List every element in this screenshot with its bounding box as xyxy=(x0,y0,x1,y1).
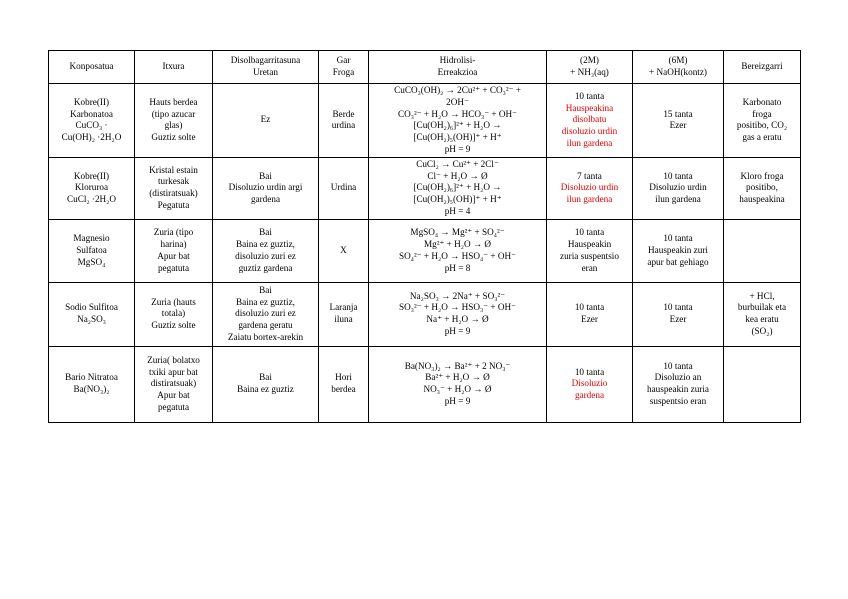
cell-line: apur bat gehiago xyxy=(647,256,709,267)
cell-line: eran xyxy=(581,262,598,273)
cell-line: MgSO₄ → Mg²⁺ + SO₄²⁻ xyxy=(410,227,505,238)
cell-line: txiki apur bat xyxy=(149,366,198,377)
table-row xyxy=(49,346,801,422)
cell-line: distiratsuak) xyxy=(150,378,197,389)
cell-itxura xyxy=(135,346,213,422)
cell-line: Bai xyxy=(259,170,272,181)
cell-nh3 xyxy=(547,346,633,422)
cell-line: NO₃⁻ + H₂O → Ø xyxy=(423,384,492,395)
cell-line: CuCO₃ · xyxy=(75,120,108,131)
cell-line: Bario Nitratoa xyxy=(65,372,118,383)
cell-itxura xyxy=(135,84,213,158)
cell-bereizgarri xyxy=(724,84,801,158)
cell-line: Ba²⁺ + H₂O → Ø xyxy=(425,372,490,383)
cell-line: ilun gardena xyxy=(566,138,613,149)
cell-bereizgarri xyxy=(724,157,801,219)
cell-line: pH = 9 xyxy=(444,396,471,407)
cell-disolbagarritasuna xyxy=(213,282,319,346)
cell-line: kea eratu xyxy=(745,314,779,325)
cell-naoh xyxy=(633,84,724,158)
cell-line: Froga xyxy=(332,67,355,77)
cell-line: (6M) xyxy=(668,55,688,66)
cell-line: Hauts berdea xyxy=(149,96,198,107)
cell-line: Na₂SO₃ xyxy=(77,314,106,325)
cell-line: Baina ez guztiz, xyxy=(236,296,295,307)
cell-line: Itxura xyxy=(162,61,185,72)
cell-hidrolisia xyxy=(369,84,547,158)
header-bereizgarri xyxy=(724,51,801,84)
cell-line: Disoluzio urdin argi xyxy=(228,182,303,193)
cell-line: Zuria( bolatxo xyxy=(147,354,200,365)
cell-komposatua xyxy=(49,84,135,158)
cell-gar xyxy=(319,282,369,346)
cell-disolbagarritasuna xyxy=(213,84,319,158)
header-konposatua xyxy=(49,51,135,84)
cell-line: 10 tanta xyxy=(663,233,693,244)
cell-line: Disoluzio urdin xyxy=(560,182,619,193)
cell-gar xyxy=(319,346,369,422)
cell-line: Sulfatoa xyxy=(76,244,107,255)
cell-line: Ba(NO₃)₂ → Ba²⁺ + 2 NO₃⁻ xyxy=(404,360,511,371)
cell-line: Disoluzio xyxy=(571,378,608,389)
cell-line: glas) xyxy=(164,120,183,131)
cell-line: 10 tanta xyxy=(663,360,693,371)
header-disolbagarritasuna xyxy=(213,51,319,84)
cell-line: Kloruroa xyxy=(74,182,109,193)
cell-naoh xyxy=(633,346,724,422)
cell-naoh xyxy=(633,219,724,282)
cell-line: 10 tanta xyxy=(574,90,605,101)
cell-line: disolbatu xyxy=(572,114,607,125)
cell-line: urdina xyxy=(331,120,356,131)
cell-line: + NH₃(aq) xyxy=(570,67,609,77)
cell-line: Ezer xyxy=(669,120,687,131)
cell-disolbagarritasuna xyxy=(213,157,319,219)
table-row xyxy=(49,84,801,158)
cell-bereizgarri xyxy=(724,219,801,282)
cell-line: Kristal estain xyxy=(149,164,198,175)
cell-line: CuCO₃(OH)₂ → 2Cu²⁺ + CO₃²⁻ + xyxy=(394,85,521,95)
cell-line: 7 tanta xyxy=(577,170,602,181)
cell-line: (2M) xyxy=(580,55,599,66)
cell-line: Hori xyxy=(335,372,352,383)
cell-line: froga xyxy=(752,108,772,119)
cell-disolbagarritasuna xyxy=(213,219,319,282)
cell-line: + NaOH(kontz) xyxy=(649,67,707,77)
cell-komposatua xyxy=(49,219,135,282)
cell-line: Sodio Sulfitoa xyxy=(65,302,118,313)
cell-line: [Cu(OH₂)₆]²⁺ + H₂O → xyxy=(413,120,502,131)
cell-line: Zaiatu bortex-arekin xyxy=(227,331,304,342)
cell-komposatua xyxy=(49,282,135,346)
cell-line: iluna xyxy=(334,314,353,325)
cell-line: Baina ez guztiz xyxy=(237,384,294,395)
cell-line: 15 tanta xyxy=(663,108,693,119)
cell-line: pegatuta xyxy=(157,401,190,412)
cell-line: Karbonatoa xyxy=(70,108,113,119)
cell-line: Bai xyxy=(259,227,272,238)
cell-line: gardena geratu xyxy=(238,320,293,331)
cell-line: Ez xyxy=(260,114,271,125)
cell-nh3 xyxy=(547,157,633,219)
cell-line: berdea xyxy=(331,384,356,395)
cell-line: zuria suspentsio xyxy=(560,250,619,261)
table-row xyxy=(49,282,801,346)
cell-nh3 xyxy=(547,282,633,346)
cell-line: suspentsio eran xyxy=(649,396,707,407)
cell-line: Ba(NO₃)₂ xyxy=(73,384,110,395)
cell-line: 2OH⁻ xyxy=(446,96,469,107)
header-gar-froga xyxy=(319,51,369,84)
cell-line: (SO₂) xyxy=(751,326,773,337)
cell-naoh xyxy=(633,157,724,219)
cell-gar xyxy=(319,157,369,219)
cell-line: Bereizgarri xyxy=(741,61,783,72)
cell-line: Berde xyxy=(332,108,355,119)
cell-line: Hauspeakina xyxy=(565,102,614,113)
cell-bereizgarri xyxy=(724,346,801,422)
cell-line: 10 tanta xyxy=(574,302,605,313)
cell-line: SO₃²⁻ + H₂O → HSO₃⁻ + OH⁻ xyxy=(399,302,516,313)
cell-line: pH = 9 xyxy=(444,326,471,337)
cell-line: ilun gardena xyxy=(655,194,701,205)
cell-line: 10 tanta xyxy=(663,170,693,181)
cell-naoh xyxy=(633,282,724,346)
cell-line: + HCl, xyxy=(749,290,775,301)
results-table xyxy=(48,50,801,423)
cell-hidrolisia xyxy=(369,157,547,219)
cell-line: Cu(OH)₂ ·2H₂O xyxy=(61,132,122,143)
cell-line: pegatuta xyxy=(157,262,190,273)
cell-line: CO₃²⁻ + H₂O → HCO₃⁻ + OH⁻ xyxy=(398,108,517,119)
header-nh3 xyxy=(547,51,633,84)
table-row xyxy=(49,219,801,282)
cell-line: Baina ez guztiz, xyxy=(236,238,295,249)
cell-gar xyxy=(319,219,369,282)
cell-hidrolisia xyxy=(369,346,547,422)
cell-line: Konposatua xyxy=(69,61,114,72)
cell-line: 10 tanta xyxy=(574,227,605,238)
cell-line: MgSO₄ xyxy=(77,256,106,267)
cell-line: 10 tanta xyxy=(663,302,693,313)
cell-hidrolisia xyxy=(369,219,547,282)
cell-line: turkesak xyxy=(157,176,190,187)
cell-line: Hidrolisi- xyxy=(439,55,476,66)
cell-line: Karbonato xyxy=(742,96,782,107)
cell-bereizgarri xyxy=(724,282,801,346)
cell-nh3 xyxy=(547,84,633,158)
cell-line: Guztiz solte xyxy=(151,132,196,143)
cell-line: Ezer xyxy=(669,314,687,325)
cell-line: Kloro froga xyxy=(740,170,784,181)
cell-gar xyxy=(319,84,369,158)
cell-line: burbuilak eta xyxy=(737,302,787,313)
cell-line: Disolbagarritasuna xyxy=(230,55,301,66)
cell-line: [Cu(OH₂)₅(OH)]⁺ + H⁺ xyxy=(413,194,502,205)
cell-line: Cl⁻ + H₂O → Ø xyxy=(427,170,488,181)
cell-line: gardena xyxy=(250,194,281,205)
cell-line: Kobre(II) xyxy=(73,96,110,107)
cell-line: Na⁺ + H₂O → Ø xyxy=(426,314,489,325)
cell-disolbagarritasuna xyxy=(213,346,319,422)
cell-line: Laranja xyxy=(329,302,358,313)
cell-line: pH = 4 xyxy=(444,205,471,216)
cell-line: Na₂SO₃ → 2Na⁺ + SO₃²⁻ xyxy=(409,290,506,301)
cell-line: gas a eratu xyxy=(742,132,782,143)
cell-line: SO₄²⁻ + H₂O → HSO₄⁻ + OH⁻ xyxy=(399,250,516,261)
cell-itxura xyxy=(135,282,213,346)
cell-line: X xyxy=(340,244,347,255)
cell-line: Guztiz solte xyxy=(151,320,196,331)
cell-komposatua xyxy=(49,346,135,422)
cell-line: Disoluzio an xyxy=(654,372,702,383)
cell-line: Magnesio xyxy=(73,233,110,244)
cell-line: disoluzio urdin xyxy=(561,126,618,137)
cell-line: Zuria (tipo xyxy=(153,227,194,238)
cell-line: totala) xyxy=(161,308,186,319)
cell-line: Kobre(II) xyxy=(73,170,110,181)
cell-line: Bai xyxy=(259,372,272,383)
cell-line: harina) xyxy=(160,238,187,249)
cell-line: CuCl₂ → Cu²⁺ + 2Cl⁻ xyxy=(416,158,499,169)
cell-line: gardena xyxy=(574,390,605,401)
cell-itxura xyxy=(135,219,213,282)
cell-line: Disoluzio urdin xyxy=(649,182,707,193)
cell-line: CuCl₂ ·2H₂O xyxy=(66,194,117,205)
cell-itxura xyxy=(135,157,213,219)
cell-line: Mg²⁺ + H₂O → Ø xyxy=(423,238,492,249)
cell-line: disoluzio zuri ez xyxy=(235,250,296,261)
header-hidrolisia xyxy=(369,51,547,84)
cell-line: hauspeakina xyxy=(739,194,785,205)
cell-hidrolisia xyxy=(369,282,547,346)
cell-nh3 xyxy=(547,219,633,282)
cell-line: 10 tanta xyxy=(574,366,605,377)
cell-line: Hauspeakin xyxy=(567,238,612,249)
cell-line: Apur bat xyxy=(157,250,190,261)
cell-line: positibo, xyxy=(746,182,778,193)
cell-line: Gar xyxy=(336,55,351,66)
cell-line: [Cu(OH₂)₆]²⁺ + H₂O → xyxy=(413,182,502,193)
cell-line: Apur bat xyxy=(157,390,190,401)
table-row xyxy=(49,157,801,219)
cell-line: Ezer xyxy=(581,314,598,325)
cell-line: Bai xyxy=(259,284,272,295)
cell-line: ilun gardena xyxy=(566,194,613,205)
cell-line: [Cu(OH₂)₅(OH)]⁺ + H⁺ xyxy=(413,132,502,143)
cell-komposatua xyxy=(49,157,135,219)
cell-line: pH = 8 xyxy=(444,262,471,273)
header-row xyxy=(49,51,801,84)
cell-line: (tipo azucar xyxy=(151,108,196,119)
cell-line: Uretan xyxy=(253,67,278,77)
header-itxura xyxy=(135,51,213,84)
cell-line: pH = 9 xyxy=(444,143,471,154)
cell-line: Pegatuta xyxy=(157,200,190,211)
cell-line: (distiratsuak) xyxy=(149,188,198,199)
header-naoh xyxy=(633,51,724,84)
cell-line: Urdina xyxy=(330,182,357,193)
cell-line: Hauspeakin zuri xyxy=(648,244,708,255)
cell-line: hauspeakin zuria xyxy=(647,384,709,395)
cell-line: disoluzio zuri ez xyxy=(235,308,296,319)
cell-line: Erreakzioa xyxy=(437,67,478,77)
table-body xyxy=(49,84,801,423)
cell-line: Zuria (hauts xyxy=(151,296,196,307)
cell-line: guztiz gardena xyxy=(238,262,293,273)
cell-line: positibo, CO₂ xyxy=(736,120,788,131)
